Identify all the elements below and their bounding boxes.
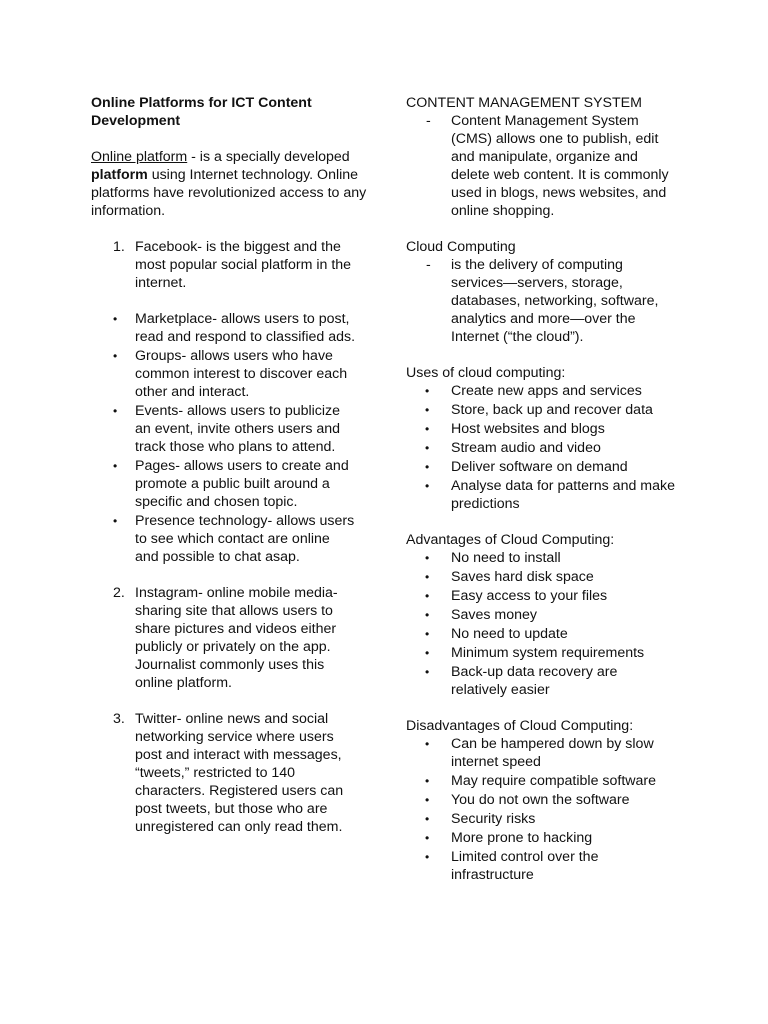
- list-item: • Can be hampered down by slow internet speed: [406, 735, 696, 771]
- definition-row: [406, 256, 696, 346]
- intro-text-1: - is a specially developed: [187, 149, 350, 165]
- list-item: • Saves hard disk space: [406, 568, 696, 586]
- facebook-features-list: [91, 310, 371, 566]
- bullet-icon: •: [113, 312, 118, 326]
- section-heading: Disadvantages of Cloud Computing:: [406, 718, 634, 734]
- bullet-icon: •: [425, 460, 430, 474]
- list-item: • Host websites and blogs: [406, 420, 696, 438]
- bullet-icon: •: [425, 589, 430, 603]
- right-column: [406, 94, 696, 885]
- intro-term: Online platform: [91, 149, 188, 165]
- list-item: • May require compatible software: [406, 772, 696, 790]
- item-number: 3.: [113, 711, 125, 727]
- dash-marker: -: [426, 113, 431, 129]
- advantages-list: [406, 549, 696, 699]
- intro-paragraph: [91, 148, 371, 220]
- definition-row: [406, 112, 696, 220]
- bullet-icon: •: [425, 646, 430, 660]
- bullet-icon: •: [425, 627, 430, 641]
- item-number: 1.: [113, 239, 125, 255]
- cloud-computing-section: [406, 238, 696, 346]
- list-item: • Create new apps and services: [406, 382, 696, 400]
- bullet-icon: •: [425, 422, 430, 436]
- bullet-icon: •: [425, 403, 430, 417]
- item-number: 2.: [113, 585, 125, 601]
- intro-text-2: using Internet technology. Online platforms have revolutionized access to any information.: [91, 167, 367, 219]
- bullet-icon: •: [425, 737, 430, 751]
- definition-text: Content Management System (CMS) allows one to publish, edit and manipulate, organize and delete web content. It is commonly used in blogs, news websites, and online shopping.: [451, 113, 669, 219]
- section-heading: Advantages of Cloud Computing:: [406, 532, 615, 548]
- list-item: • Store, back up and recover data: [406, 401, 696, 419]
- list-item: • Presence technology- allows users to see which contact are online and possible to chat asap.: [91, 512, 371, 566]
- definition-text: is the delivery of computing services—servers, storage, databases, networking, software, analytics and more—over the Internet (“the cloud”).: [451, 257, 659, 345]
- uses-section: [406, 364, 696, 513]
- advantages-section: [406, 531, 696, 699]
- numbered-item-instagram: [91, 584, 371, 692]
- item-text: Twitter- online news and social networking service where users post and interact with messages, “tweets,” restricted to 140 characters. Registered users can post tweets, but those who are unregistered can only read them.: [135, 711, 344, 835]
- cms-section: [406, 94, 696, 220]
- uses-list: [406, 382, 696, 513]
- list-item: • Deliver software on demand: [406, 458, 696, 476]
- bullet-icon: •: [425, 608, 430, 622]
- bullet-icon: •: [425, 441, 430, 455]
- list-item: • Pages- allows users to create and promote a public built around a specific and chosen topic.: [91, 457, 371, 511]
- bullet-icon: •: [425, 812, 430, 826]
- list-item: • Minimum system requirements: [406, 644, 696, 662]
- bullet-icon: •: [113, 514, 118, 528]
- list-item: • Stream audio and video: [406, 439, 696, 457]
- numbered-item-twitter: [91, 710, 371, 836]
- list-item: • Events- allows users to publicize an event, invite others users and track those who plans to attend.: [91, 402, 371, 456]
- list-item: • No need to update: [406, 625, 696, 643]
- list-item: • More prone to hacking: [406, 829, 696, 847]
- item-text: Instagram- online mobile media-sharing site that allows users to share pictures and videos either publicly or privately on the app. Journalist commonly uses this online platform.: [135, 585, 338, 691]
- intro-bold: platform: [91, 167, 148, 183]
- disadvantages-section: [406, 717, 696, 884]
- numbered-item-facebook: [91, 238, 371, 292]
- left-column: [91, 94, 371, 836]
- list-item: • No need to install: [406, 549, 696, 567]
- bullet-icon: •: [425, 479, 430, 493]
- section-heading: CONTENT MANAGEMENT SYSTEM: [406, 95, 642, 111]
- bullet-icon: •: [425, 551, 430, 565]
- list-item: • Security risks: [406, 810, 696, 828]
- list-item: • You do not own the software: [406, 791, 696, 809]
- list-item: • Easy access to your files: [406, 587, 696, 605]
- bullet-icon: •: [425, 831, 430, 845]
- list-item: • Saves money: [406, 606, 696, 624]
- bullet-icon: •: [425, 384, 430, 398]
- bullet-icon: •: [425, 665, 430, 679]
- bullet-icon: •: [425, 793, 430, 807]
- dash-marker: -: [426, 257, 431, 273]
- bullet-icon: •: [113, 349, 118, 363]
- list-item: • Analyse data for patterns and make predictions: [406, 477, 696, 513]
- bullet-icon: •: [113, 459, 118, 473]
- disadvantages-list: [406, 735, 696, 884]
- bullet-icon: •: [113, 404, 118, 418]
- document-title: Online Platforms for ICT Content Development: [91, 95, 312, 129]
- list-item: • Back-up data recovery are relatively easier: [406, 663, 696, 699]
- section-heading: Cloud Computing: [406, 239, 516, 255]
- item-text: Facebook- is the biggest and the most popular social platform in the internet.: [135, 239, 352, 291]
- bullet-icon: •: [425, 850, 430, 864]
- list-item: • Groups- allows users who have common interest to discover each other and interact.: [91, 347, 371, 401]
- list-item: • Limited control over the infrastructure: [406, 848, 696, 884]
- section-heading: Uses of cloud computing:: [406, 365, 566, 381]
- bullet-icon: •: [425, 774, 430, 788]
- bullet-icon: •: [425, 570, 430, 584]
- list-item: • Marketplace- allows users to post, read and respond to classified ads.: [91, 310, 371, 346]
